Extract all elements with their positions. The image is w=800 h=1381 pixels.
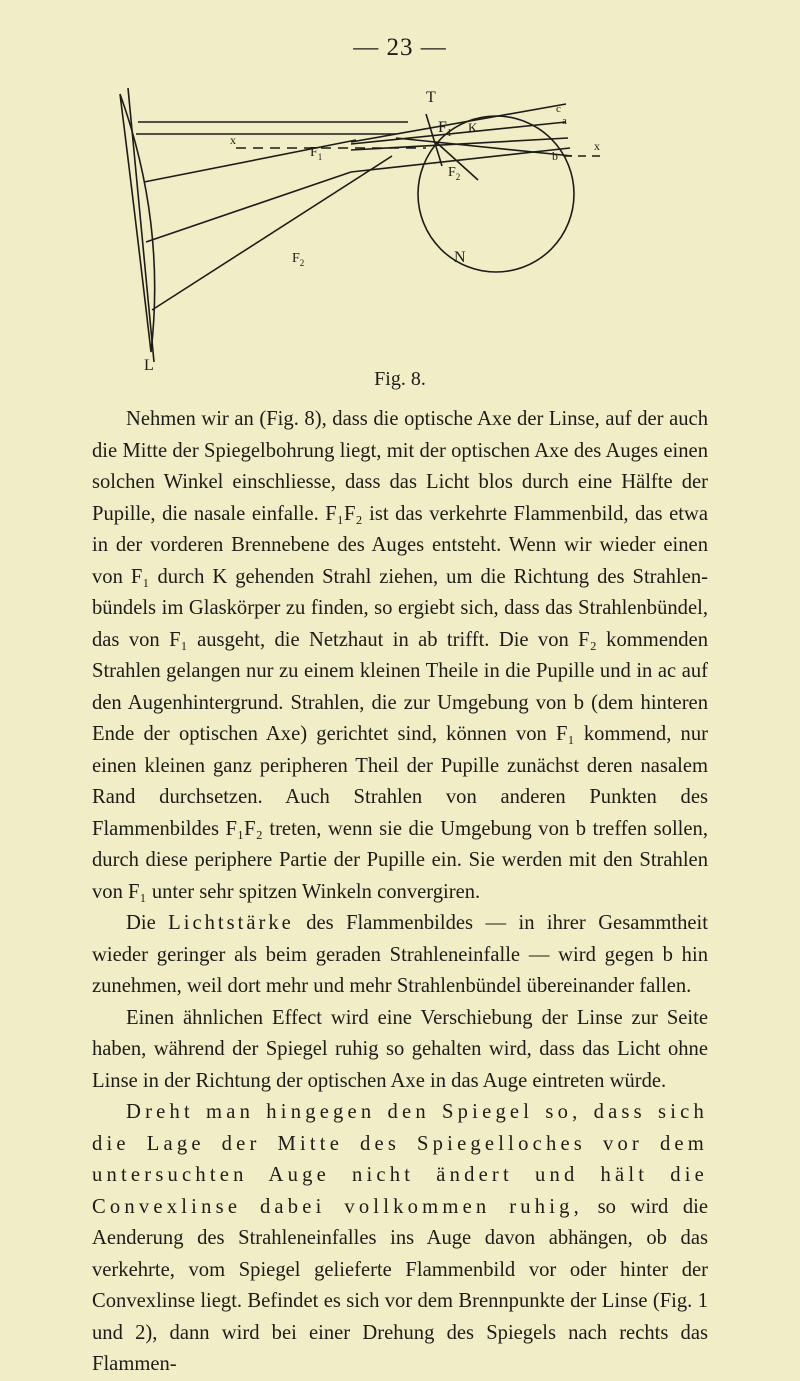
- inner-ray-4: [351, 148, 570, 172]
- optics-diagram: [96, 82, 616, 372]
- paragraph-1: Nehmen wir an (Fig. 8), dass die optische Axe der Linse, auf der auch die Mitte der Spiegelbohrung liegt, mit der optischen Axe des Auges einen solchen Winkel einschliesse, dass das Licht blos durch eine Hälfte der Pupille, die nasale einfalle. F₁F₂ ist das verkehrte Flammenbild, das etwa in der vorderen Brennebene des Auges entsteht. Wenn wir wieder einen von F₁ durch K gehenden Strahl ziehen, um die Richtung des Strahlenbündels im Glaskörper zu finden, so ergiebt sich, dass das Strahlenbündel, das von F₁ ausgeht, die Netzhaut in ab trifft. Die von F₂ kommenden Strahlen gelangen nur zu einem kleinen Theile in die Pupille und in ac auf den Augenhintergrund. Strahlen, die zur Umgebung von b (dem hinteren Ende der optischen Axe) gerichtet sind, können von F₁ kommend, nur einen kleinen ganz peripheren Theil der Pupille zunächst deren nasalem Rand durchsetzen. Auch Strahlen von anderen Punkten des Flammenbildes F₁F₂ treten, wenn sie die Umgebung von b treffen sollen, durch diese periphere Partie der Pupille ein. Sie werden mit den Strahlen von F₁ unter sehr spitzen Winkeln convergiren.: [92, 408, 708, 903]
- label-x-right: x: [594, 139, 600, 153]
- figure-8-diagram: [96, 82, 616, 372]
- label-c: c: [556, 103, 561, 115]
- figure-caption: Fig. 8.: [374, 368, 426, 390]
- body-text: [92, 404, 708, 1381]
- label-n: N: [454, 249, 466, 266]
- label-f-left: $F_1$: [310, 145, 323, 162]
- label-a: a: [562, 115, 567, 127]
- label-f2: $F_2$: [292, 251, 305, 268]
- paragraph-2: [92, 908, 708, 1003]
- label-b: b: [552, 149, 558, 163]
- ray-3: [144, 140, 356, 182]
- label-f3: $F_2$: [448, 165, 461, 182]
- paragraph-2-end: des Flammenbildes — in ihrer Gesammtheit wieder geringer als beim geraden Strahleneinfalle — wird gegen b hin zunehmen, weil dort mehr und mehr Strahlenbündel übereinander fallen.: [92, 912, 708, 997]
- paragraph-4: [92, 1097, 708, 1381]
- paragraph-2-start: Die: [126, 912, 169, 934]
- label-t: T: [426, 89, 436, 106]
- inner-ray-5: [396, 138, 572, 156]
- page-number: — 23 —: [353, 34, 447, 61]
- ray-4: [146, 172, 351, 242]
- label-f1-top: $F_1$: [438, 119, 452, 139]
- label-x-left: x: [230, 133, 236, 147]
- ray-5: [152, 156, 392, 310]
- lens-axis: [128, 88, 154, 362]
- paragraph-4-rest: so wird die Aenderung des Strahleneinfalles ins Auge davon abhängen, ob das verkehrte, vom Spiegel gelieferte Flammenbild vor oder hinter der Convexlinse liegt. Befindet es sich vor dem Brennpunkte der Linse (Fig. 1 und 2), dann wird bei einer Drehung des Spiegels nach rechts das Flammen-: [92, 1195, 708, 1375]
- emphasis-dreht-man: Dreht man hingegen den Spiegel so, dass sich die Lage der Mitte des Spiegelloches vor dem untersuchten Auge nicht ändert und hält die Convexlinse dabei vollkommen ruhig,: [92, 1101, 708, 1218]
- inner-ray-1: [351, 104, 566, 142]
- label-k: K: [468, 120, 478, 135]
- label-l: L: [144, 357, 154, 372]
- emphasis-lichtstaerke: Lichtstärke: [168, 912, 294, 934]
- paragraph-3: Einen ähnlichen Effect wird eine Verschiebung der Linse zur Seite haben, während der Spiegel ruhig so gehalten wird, dass das Licht ohne Linse in der Richtung der optischen Axe in das Auge eintreten würde.: [92, 1006, 708, 1092]
